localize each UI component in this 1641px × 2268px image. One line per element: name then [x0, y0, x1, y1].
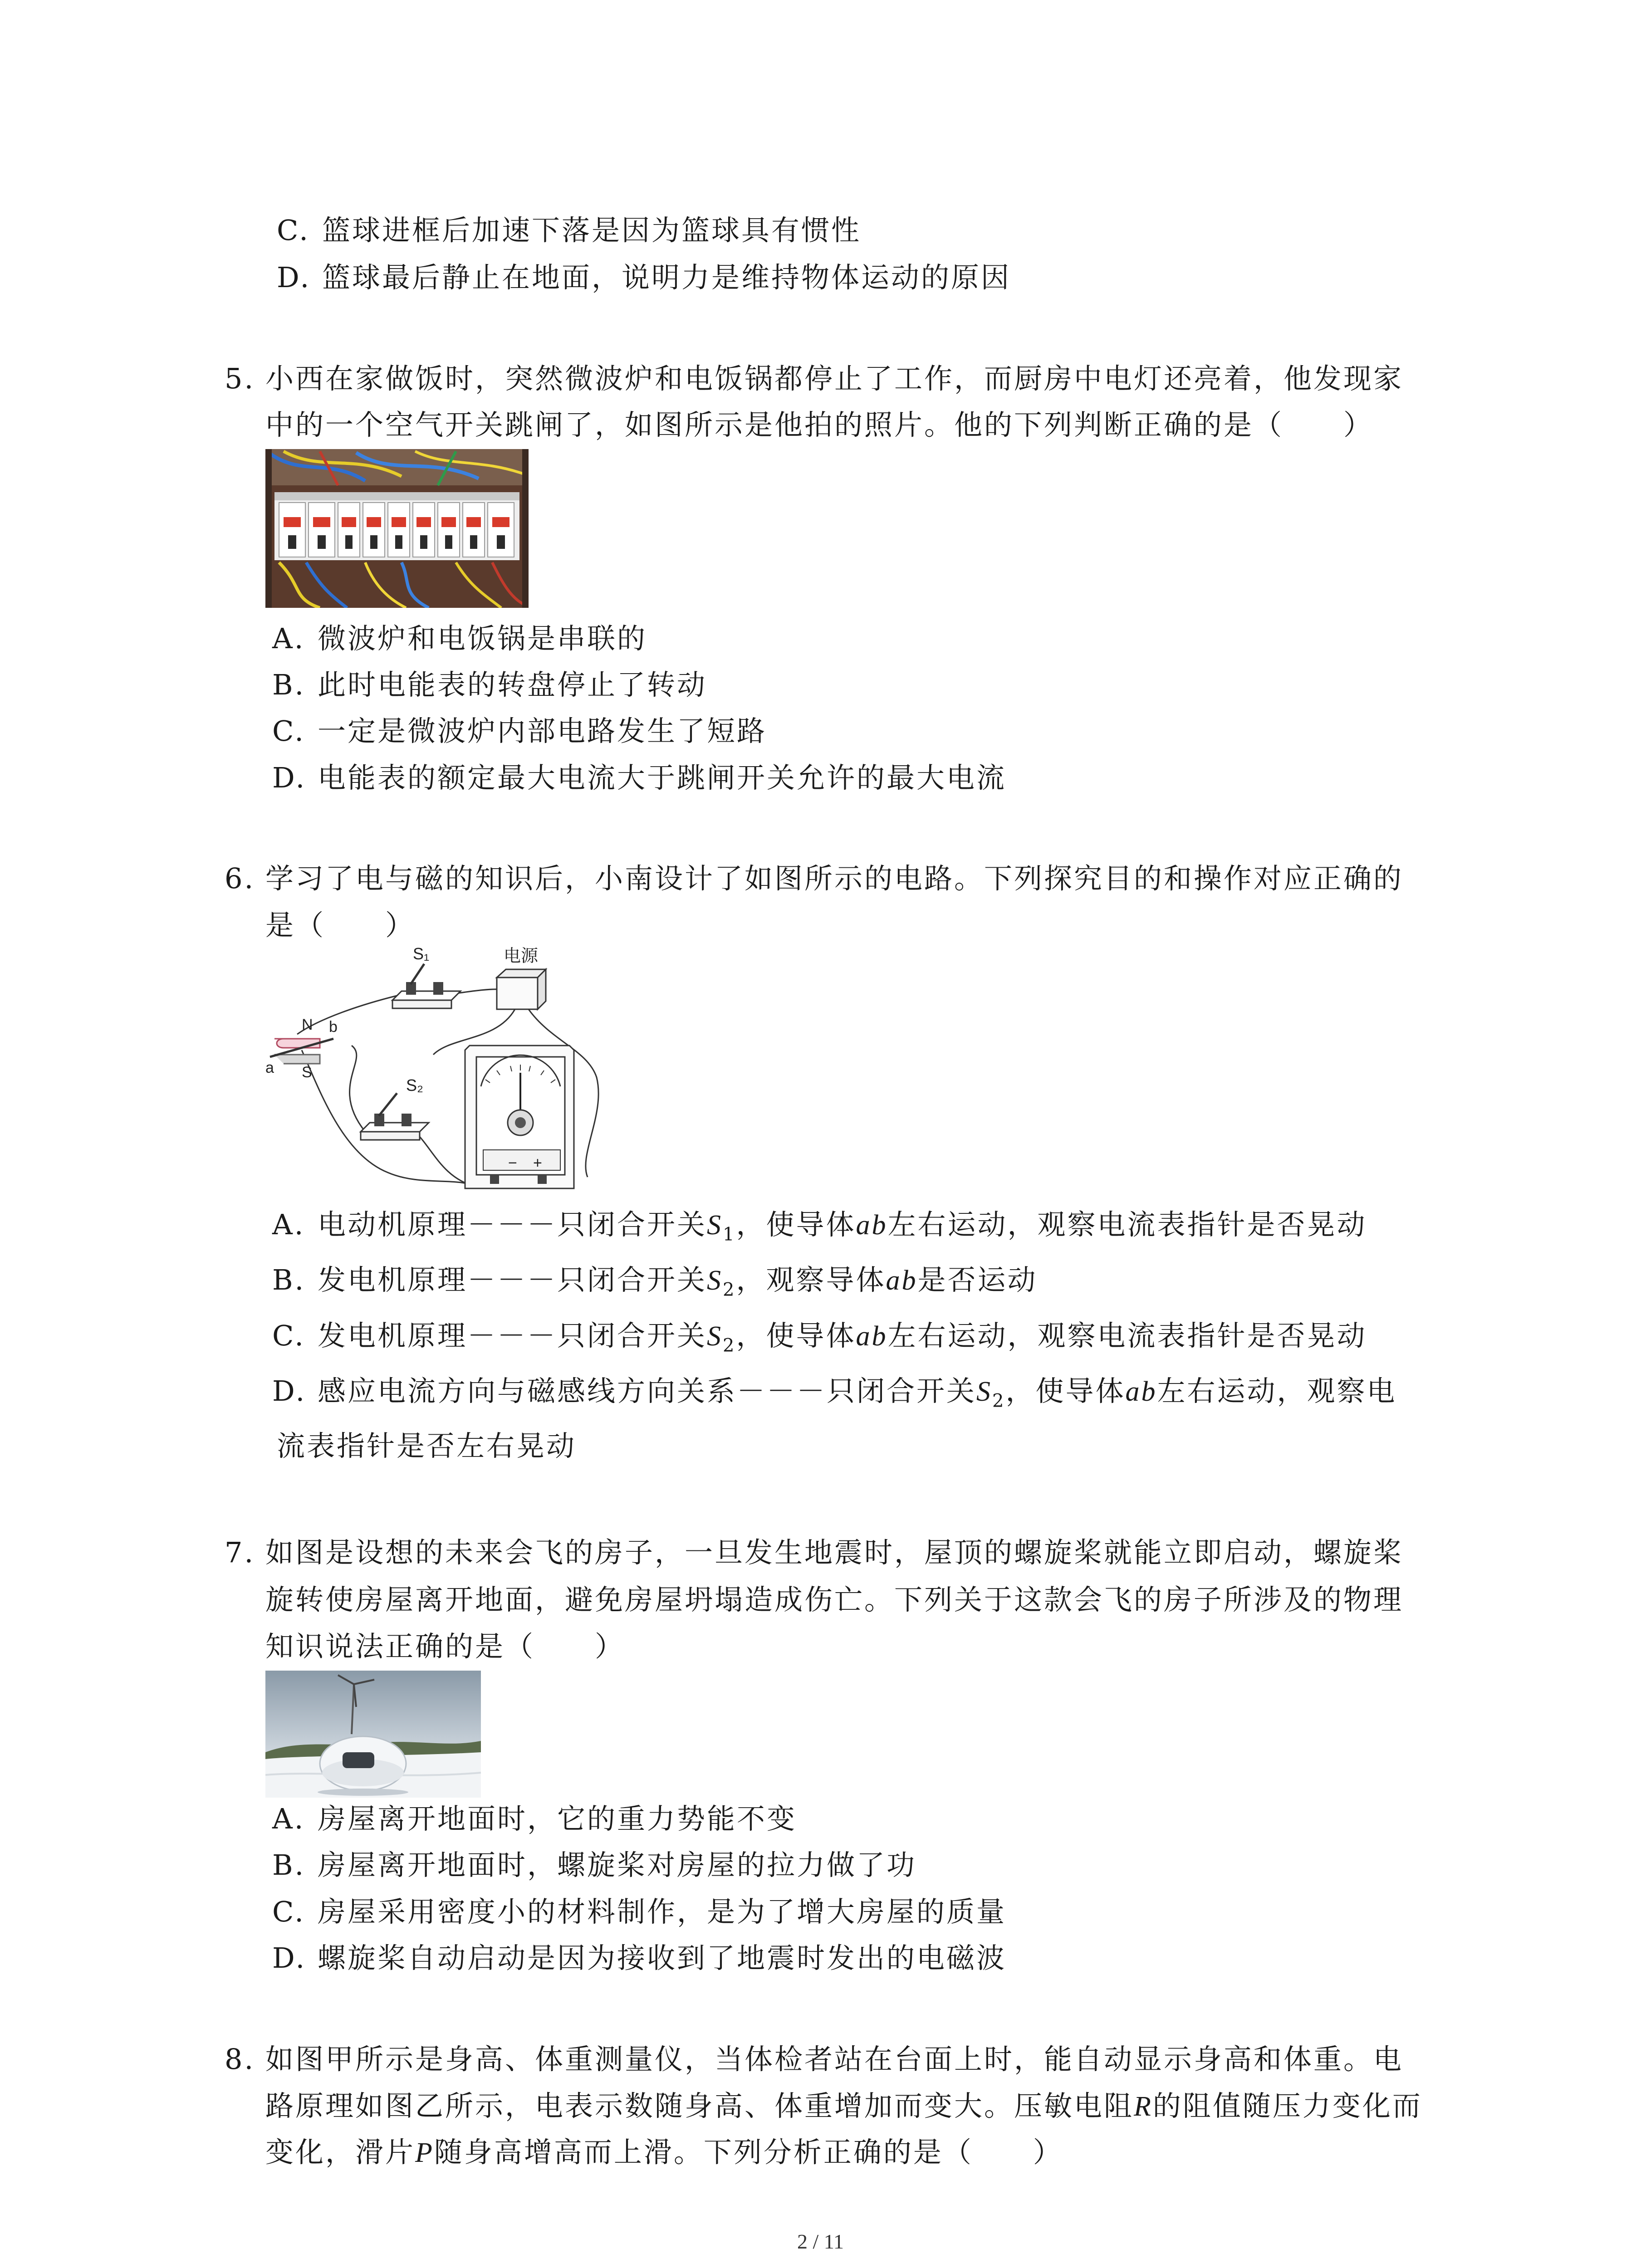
breaker-panel-photo: [265, 449, 529, 608]
s1-label: S₁: [413, 944, 430, 963]
stem-text-post: 的阻值随压力变化而: [1152, 2089, 1422, 2122]
option-text-post: 左右运动，观察电流表指针是否晃动: [887, 1319, 1367, 1352]
power-source-box: [497, 969, 546, 1009]
stem-text: 旋转使房屋离开地面，避免房屋坍塌造成伤亡。下列关于这款会飞的房子所涉及的物理: [265, 1583, 1404, 1616]
page-number: 2 / 11: [797, 2230, 844, 2253]
option-letter: D.: [277, 261, 311, 294]
option-letter: C.: [272, 714, 305, 748]
switch-subscript: 2: [723, 1279, 736, 1300]
option-text-mid: ，使导体: [736, 1319, 856, 1352]
power-label: 电源: [504, 947, 539, 966]
stem-text: 如图甲所示是身高、体重测量仪，当体检者站在台面上时，能自动显示身高和体重。电: [265, 2043, 1404, 2076]
option-letter: C.: [277, 214, 310, 247]
question-number: 8.: [225, 2043, 255, 2076]
plus-terminal-label: +: [533, 1154, 542, 1172]
switch-s2: [361, 1093, 429, 1140]
flying-house-photo: [265, 1671, 481, 1798]
option-letter: D.: [272, 1941, 307, 1975]
conductor-symbol: ab: [886, 1265, 918, 1296]
q8-stem-line2: [265, 2088, 1422, 2125]
q7-option-a: [272, 1801, 797, 1837]
conductor-a-label: a: [265, 1059, 274, 1076]
option-text: 电能表的额定最大电流大于跳闸开关允许的最大电流: [318, 761, 1007, 794]
q5-stem-line1: [225, 361, 1403, 397]
option-text-pre: 感应电流方向与磁感线方向关系－－－只闭合开关: [318, 1374, 977, 1408]
q7-stem-line2: [265, 1582, 1403, 1618]
slider-symbol: P: [415, 2137, 434, 2168]
q6-option-d-continued: [277, 1428, 576, 1464]
switch-symbol: S: [707, 1265, 723, 1296]
option-text-pre: 电动机原理－－－只闭合开关: [318, 1208, 707, 1241]
stem-text-pre: 变化，滑片: [265, 2136, 416, 2169]
option-text: 房屋离开地面时，螺旋桨对房屋的拉力做了功: [318, 1848, 917, 1882]
switch-symbol: S: [707, 1210, 723, 1241]
q6-stem-line1: [225, 860, 1403, 897]
q8-stem-line1: [225, 2041, 1403, 2077]
q7-option-d: [272, 1940, 1006, 1976]
switch-symbol: S: [976, 1376, 993, 1407]
minus-terminal-label: −: [508, 1154, 517, 1172]
conductor-b-label: b: [329, 1018, 338, 1036]
conductor-symbol: ab: [856, 1321, 888, 1352]
option-letter: D.: [272, 1374, 307, 1408]
stem-text-pre: 路原理如图乙所示，电表示数随身高、体重增加而变大。压敏电阻: [265, 2089, 1134, 2122]
stem-text: 小西在家做饭时，突然微波炉和电饭锅都停止了工作，而厨房中电灯还亮着，他发现家: [265, 362, 1404, 395]
option-text-post: 左右运动，观察电流表指针是否晃动: [887, 1208, 1367, 1241]
option-letter: D.: [272, 761, 307, 794]
option-text: 房屋离开地面时，它的重力势能不变: [318, 1802, 797, 1835]
conductor-symbol: ab: [856, 1210, 888, 1241]
stem-text-post: 随身高增高而上滑。下列分析正确的是（ ）: [434, 2136, 1063, 2169]
option-text: 一定是微波炉内部电路发生了短路: [318, 714, 767, 748]
option-text-pre: 发电机原理－－－只闭合开关: [318, 1263, 707, 1296]
question-number: 7.: [225, 1536, 255, 1569]
option-text-post: 左右运动，观察电: [1157, 1374, 1397, 1408]
q7-stem-line3: [265, 1628, 625, 1665]
stem-text: 中的一个空气开关跳闸了，如图所示是他拍的照片。他的下列判断正确的是（ ）: [265, 408, 1374, 441]
stem-text: 学习了电与磁的知识后，小南设计了如图所示的电路。下列探究目的和操作对应正确的: [265, 862, 1404, 895]
option-letter: B.: [272, 1848, 306, 1882]
q5-option-b: [272, 667, 707, 703]
stem-text: 知识说法正确的是（ ）: [265, 1630, 625, 1663]
q7-option-b: [272, 1847, 916, 1883]
switch-subscript: 1: [723, 1224, 736, 1245]
q6-stem-line2: [265, 907, 415, 943]
conductor-symbol: ab: [1125, 1376, 1157, 1407]
galvanometer: [465, 1046, 574, 1188]
option-text: 微波炉和电饭锅是串联的: [318, 622, 647, 655]
electromagnetism-circuit-figure: [261, 941, 615, 1204]
q4-option-c: [277, 212, 861, 249]
stem-text: 是（ ）: [265, 909, 416, 942]
option-letter: C.: [272, 1319, 305, 1352]
option-text-pre: 发电机原理－－－只闭合开关: [318, 1319, 707, 1352]
q4-option-d: [277, 259, 1011, 296]
switch-s1: [392, 964, 460, 1008]
s2-label: S₂: [406, 1076, 423, 1095]
q5-option-d: [272, 760, 1006, 796]
q6-option-b: [272, 1262, 1038, 1308]
option-text: 房屋采用密度小的材料制作，是为了增大房屋的质量: [318, 1895, 1007, 1928]
option-letter: A.: [272, 1802, 305, 1835]
q5-stem-line2: [265, 407, 1373, 443]
option-text: 篮球最后静止在地面，说明力是维持物体运动的原因: [322, 261, 1011, 294]
magnet-s-label: S: [302, 1064, 312, 1081]
option-text-post: 是否运动: [917, 1263, 1038, 1296]
option-letter: A.: [272, 1208, 305, 1241]
q8-stem-line3: [265, 2134, 1063, 2171]
option-text-mid: ，使导体: [1005, 1374, 1126, 1408]
switch-symbol: S: [707, 1321, 723, 1352]
option-text: 此时电能表的转盘停止了转动: [318, 668, 707, 701]
q7-stem-line1: [225, 1535, 1403, 1571]
question-number: 5.: [225, 362, 255, 395]
option-text: 篮球进框后加速下落是因为篮球具有惯性: [322, 214, 862, 247]
option-letter: B.: [272, 668, 306, 701]
resistor-symbol: R: [1134, 2091, 1153, 2122]
magnet-n-label: N: [302, 1016, 313, 1033]
option-text-mid: ，使导体: [736, 1208, 856, 1241]
option-letter: A.: [272, 622, 305, 655]
question-number: 6.: [225, 862, 255, 895]
option-letter: B.: [272, 1263, 306, 1296]
option-text-continued: 流表指针是否左右晃动: [277, 1429, 577, 1462]
switch-subscript: 2: [992, 1390, 1006, 1412]
q5-option-c: [272, 713, 767, 749]
switch-subscript: 2: [723, 1335, 736, 1356]
q5-option-a: [272, 621, 647, 657]
option-text: 螺旋桨自动启动是因为接收到了地震时发出的电磁波: [318, 1941, 1007, 1975]
q6-option-d: [272, 1373, 1397, 1419]
option-text-mid: ，观察导体: [736, 1263, 886, 1296]
q6-option-c: [272, 1318, 1367, 1364]
q7-option-c: [272, 1894, 1006, 1930]
q6-option-a: [272, 1207, 1367, 1252]
stem-text: 如图是设想的未来会飞的房子，一旦发生地震时，屋顶的螺旋桨就能立即启动，螺旋桨: [265, 1536, 1404, 1569]
option-letter: C.: [272, 1895, 305, 1928]
